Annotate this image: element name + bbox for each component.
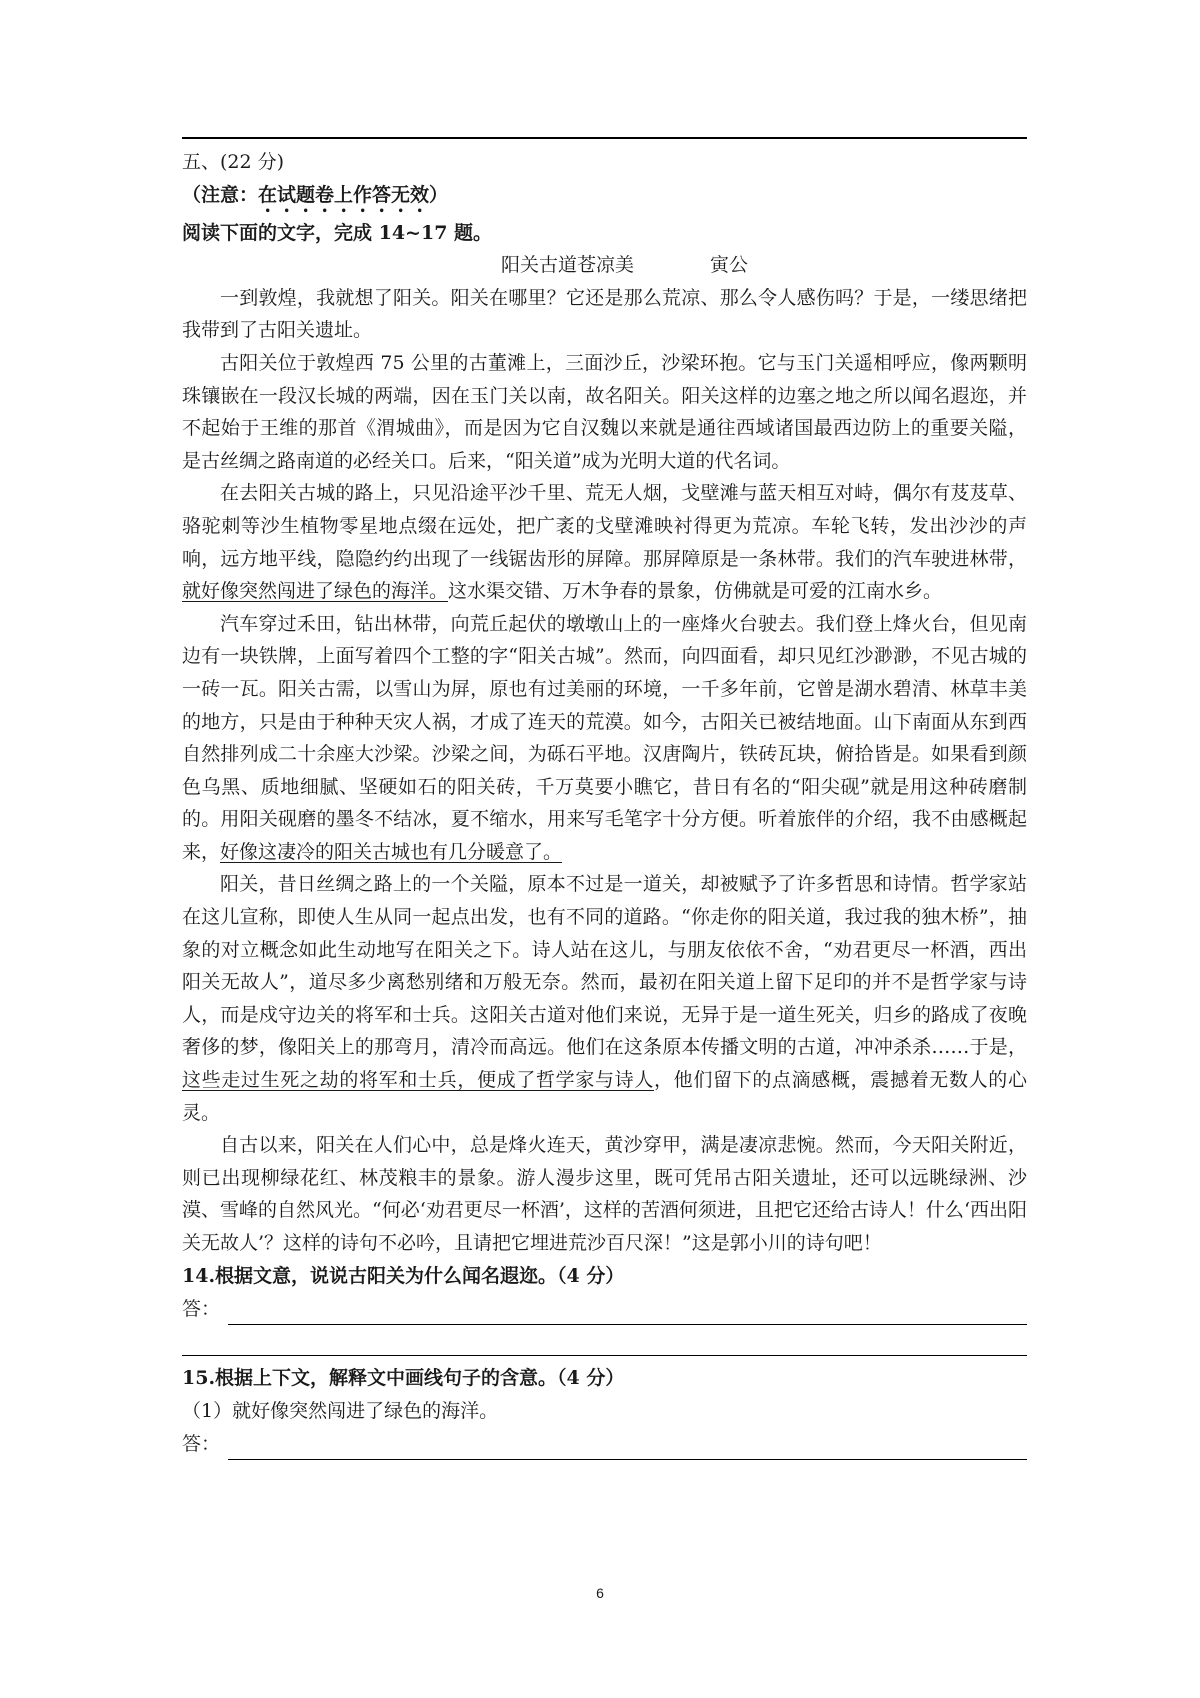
answer-label: 答：	[182, 1297, 221, 1320]
underlined-sentence-3: 这些走过生死之劫的将军和士兵，便成了哲学家与诗人	[182, 1069, 654, 1092]
answer-line[interactable]	[228, 1435, 1027, 1460]
question-15-sub-1: （1）就好像突然闯进了绿色的海洋。	[182, 1399, 499, 1422]
note-open-paren: （	[182, 183, 202, 206]
underlined-sentence-2: 好像这凄冷的阳关古城也有几分暖意了。	[220, 840, 563, 863]
note-close-paren: ）	[429, 183, 449, 206]
note-prefix: 注意：	[201, 183, 259, 206]
top-rule	[182, 137, 1027, 139]
page-number: 6	[596, 1585, 604, 1601]
answer-note	[182, 179, 1027, 217]
paragraph-1: 一到敦煌，我就想了阳关。阳关在哪里？它还是那么荒凉、那么令人感伤吗？于是，一缕思绪把我带到了古阳关遗址。	[182, 286, 1027, 342]
paragraph-3-text-b: 这水渠交错、万木争春的景象，仿佛就是可爱的江南水乡。	[448, 580, 943, 603]
article-title: 阳关古道苍凉美	[500, 254, 634, 277]
paragraph-2: 古阳关位于敦煌西 75 公里的古董滩上，三面沙丘，沙梁环抱。它与玉门关遥相呼应，像两颗明珠镶嵌在一段汉长城的两端，因在玉门关以南，故名阳关。阳关这样的边塞之地之所以闻名遐迩，并不起始于王维的那首《渭城曲》，而是因为它自汉魏以来就是通往西域诸国最西边防上的重要关隘，是古丝绸之路南道的必经关口。后来，“阳关道”成为光明大道的代名词。	[182, 351, 1027, 472]
article-title-line	[182, 249, 1027, 282]
note-emphasis: 在试题卷上作答无效	[258, 183, 430, 206]
paragraph-3-text-a: 在去阳关古城的路上，只见沿途平沙千里、荒无人烟，戈壁滩与蓝天相互对峙，偶尔有芨芨草、骆驼刺等沙生植物零星地点缀在远处，把广袤的戈壁滩映衬得更为荒凉。车轮飞转，发出沙沙的声响，远方地平线，隐隐约约出现了一线锯齿形的屏障。那屏障原是一条林带。我们的汽车驶进林带，	[182, 482, 1027, 570]
section-heading: 五、(22 分)	[182, 151, 285, 173]
reading-instruction: 阅读下面的文字，完成 14~17 题。	[182, 221, 493, 244]
paragraph-3	[182, 477, 1027, 607]
question-14: 14.根据文意，说说古阳关为什么闻名遐迩。（4 分）	[182, 1264, 625, 1287]
paragraph-5	[182, 868, 1027, 1129]
answer-row-14	[182, 1292, 1027, 1325]
paragraph-5-text-a: 阳关，昔日丝绸之路上的一个关隘，原本不过是一道关，却被赋予了许多哲思和诗情。哲学家站在这儿宣称，即使人生从同一起点出发，也有不同的道路。“你走你的阳关道，我过我的独木桥”，抽象的对立概念如此生动地写在阳关之下。诗人站在这儿，与朋友依依不舍，“劝君更尽一杯酒，西出阳关无故人”，道尽多少离愁别绪和万般无奈。然而，最初在阳关道上留下足印的并不是哲学家与诗人，而是戍守边关的将军和士兵。这阳关古道对他们来说，无异于是一道生死关，归乡的路成了夜晚奢侈的梦，像阳关上的那弯月，清冷而高远。他们在这条原本传播文明的古道，冲冲杀杀……于是，	[182, 873, 1027, 1059]
paragraph-4-text-a: 汽车穿过禾田，钻出林带，向荒丘起伏的墩墩山上的一座烽火台驶去。我们登上烽火台，但见南边有一块铁牌，上面写着四个工整的字“阳关古城”。然而，向四面看，却只见红沙渺渺，不见古城的一砖一瓦。阳关古需，以雪山为屏，原也有过美丽的环境，一千多年前，它曾是湖水碧清、林草丰美的地方，只是由于种种天灾人祸，才成了连天的荒漠。如今，古阳关已被结地面。山下南面从东到西自然排列成二十余座大沙梁。沙梁之间，为砾石平地。汉唐陶片，铁砖瓦块，俯拾皆是。如果看到颜色乌黑、质地细腻、坚硬如石的阳关砖，千万莫要小瞧它，昔日有名的“阳尖砚”就是用这种砖磨制的。用阳关砚磨的墨冬不结冰，夏不缩水，用来写毛笔字十分方便。听着旅伴的介绍，我不由感概起来，	[182, 612, 1027, 863]
answer-row-15-1	[182, 1427, 1027, 1460]
answer-line-extra[interactable]	[182, 1325, 1027, 1356]
underlined-sentence-1: 就好像突然闯进了绿色的海洋。	[182, 580, 449, 603]
paragraph-6: 自古以来，阳关在人们心中，总是烽火连天，黄沙穿甲，满是凄凉悲惋。然而，今天阳关附近，则已出现柳绿花红、林茂粮丰的景象。游人漫步这里，既可凭吊古阳关遗址，还可以远眺绿洲、沙漠、雪峰的自然风光。“何必‘劝君更尽一杯酒’，这样的苦酒何须进，且把它还给古诗人！什么‘西出阳关无故人’？这样的诗句不必吟，且请把它埋进荒沙百尺深！”这是郭小川的诗句吧！	[182, 1134, 1027, 1254]
answer-line[interactable]	[228, 1300, 1027, 1325]
article-author: 寅公	[710, 254, 749, 277]
answer-label: 答：	[182, 1432, 221, 1455]
paragraph-4	[182, 608, 1027, 869]
question-15: 15.根据上下文，解释文中画线句子的含意。（4 分）	[182, 1367, 625, 1390]
paragraph-5-text-b: ，他们留下的点滴感概，震撼着无数人的心灵。	[182, 1069, 1027, 1124]
exam-page-content	[182, 146, 1027, 1460]
